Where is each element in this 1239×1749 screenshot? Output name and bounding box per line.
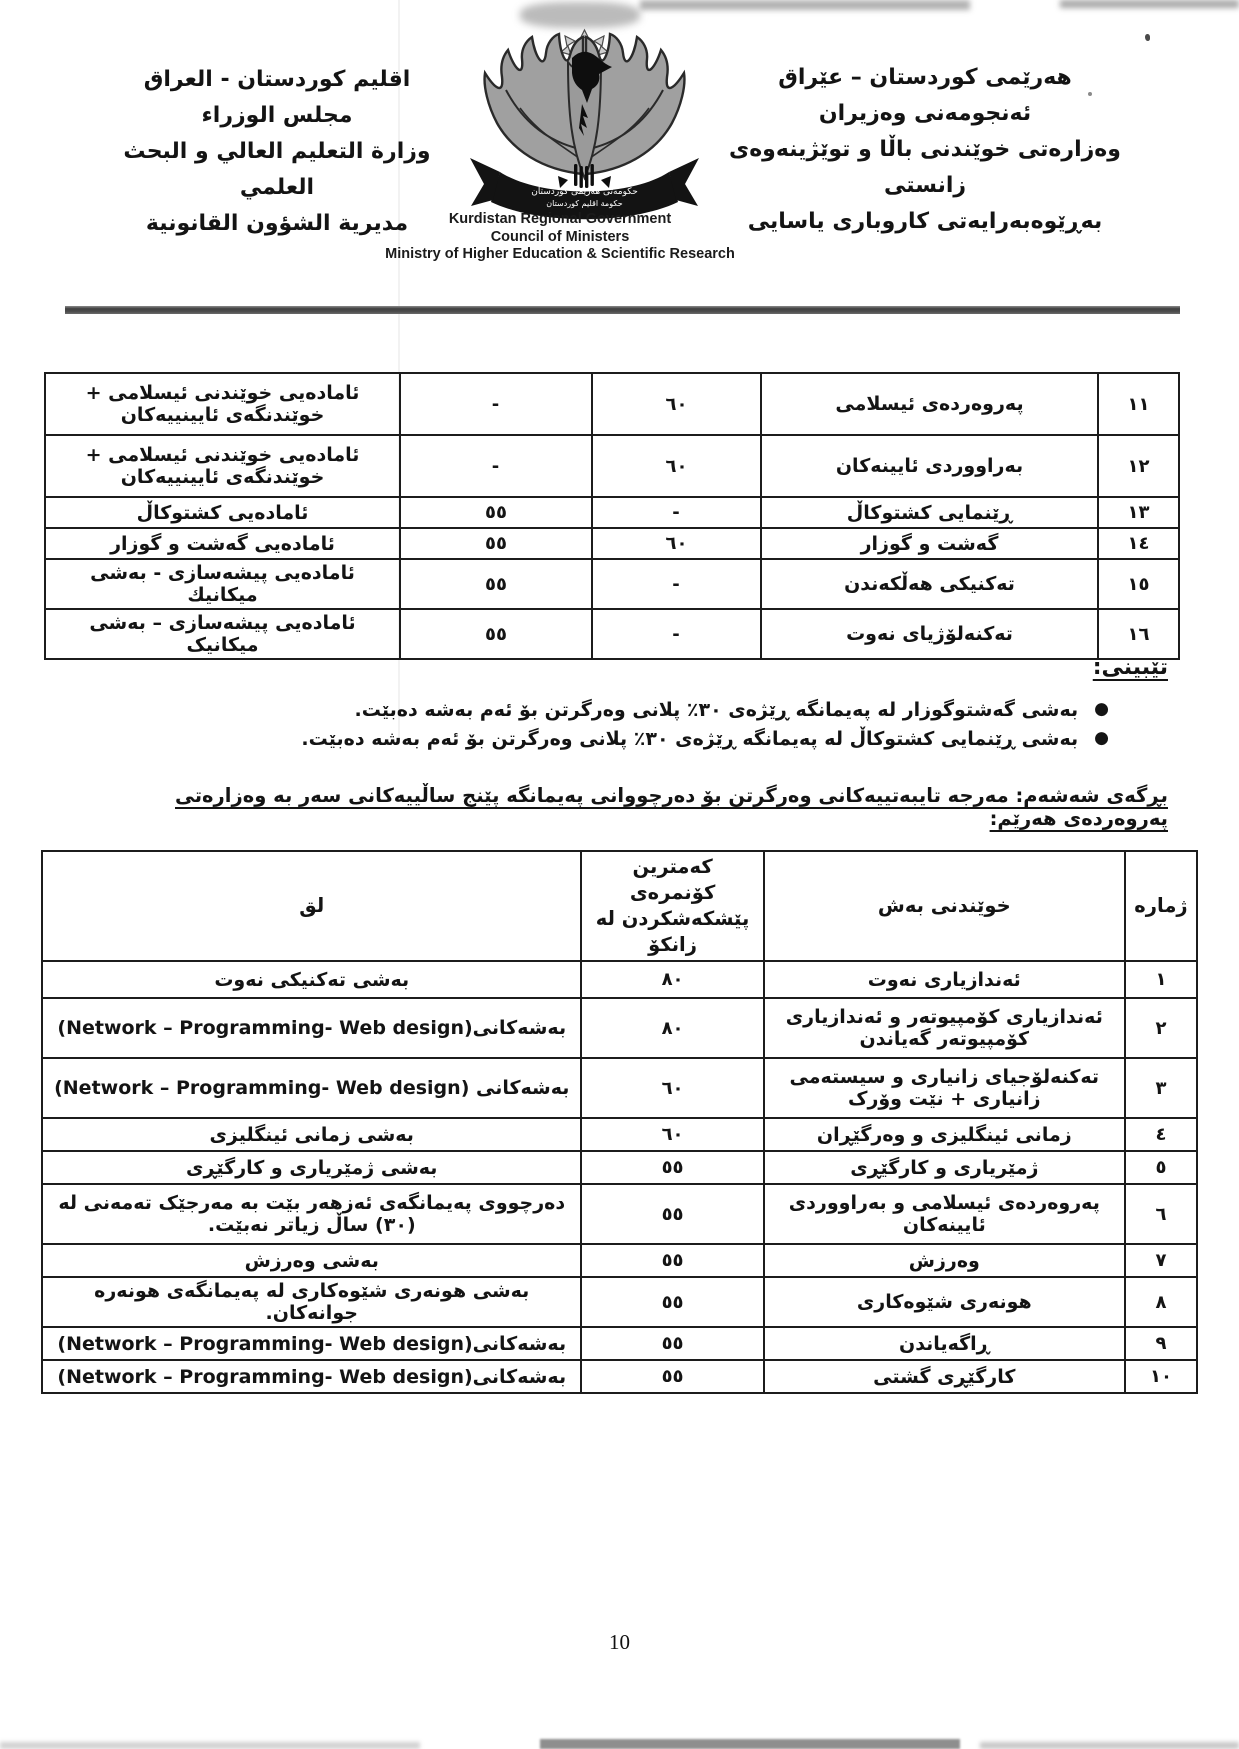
header-line: Kurdistan Regional Government [448,211,672,227]
header-line: هەرێمی کوردستان – عێراق [778,65,1072,90]
scan-edge-band [540,1739,960,1749]
cell-department: ئەندازیاری نەوت [764,961,1125,998]
notes-heading: تێبینی: [1092,655,1168,680]
cell-branch: بەشەکانی(Network – Programming- Web design) [42,998,581,1058]
table-row [45,609,1179,659]
cell-branch: ئامادەیی کشتوکاڵ [45,497,400,528]
scan-edge-band [980,1742,1239,1749]
table-row [42,998,1197,1058]
header-line: ئەنجومەنی وەزیران [818,101,1032,126]
cell-row-number: ٧ [1125,1244,1197,1277]
institutes-admission-table-continued [44,372,1180,660]
cell-row-number: ١٦ [1098,609,1179,659]
cell-branch: ئامادەیی گەشت و گوزار [45,528,400,559]
header-line: بەڕێوەبەرایەتی کاروباری یاسایی [747,209,1103,234]
cell-department: وەرزش [764,1244,1125,1277]
column-header-number: ژمارە [1125,851,1197,961]
cell-min-grade: ٥٥ [581,1277,763,1327]
header-line: وزارة التعليم العالي و البحث العلمي [123,139,431,200]
cell-row-number: ١٠ [1125,1360,1197,1393]
cell-department: هونەری شێوەکاری [764,1277,1125,1327]
scan-smudge [1060,0,1239,8]
cell-min-grade: ٨٠ [581,998,763,1058]
header-divider-bar [65,306,1180,314]
table-row [42,1327,1197,1360]
cell-department: تەکنەلۆجیای زانیاری و سیستەمی زانیاری + نێت وۆرک [764,1058,1125,1118]
cell-department: کارگێڕی گشتی [764,1360,1125,1393]
cell-row-number: ١٢ [1098,435,1179,497]
page-number: 10 [609,1630,630,1654]
cell-min-grade: ٥٥ [581,1184,763,1244]
cell-row-number: ٢ [1125,998,1197,1058]
cell-row-number: ٤ [1125,1118,1197,1151]
table-row [45,559,1179,609]
section-six-title: بڕگەی شەشەم: مەرجە تایبەتییەکانی وەرگرتن بۆ دەرچووانی پەیمانگە پێنج ساڵییەکانی سەر بە وەزارەتی پەروەردەی هەرێم: [175,784,1168,830]
cell-department: ئەندازیاری کۆمپیوتەر و ئەندازیاری کۆمپیوتەر گەیاندن [764,998,1125,1058]
cell-branch: دەرچووی پەیمانگەی ئەزهەر بێت بە مەرجێک تەمەنی لە (٣٠) ساڵ زیاتر نەبێت. [42,1184,581,1244]
scan-smudge [520,2,640,28]
scan-smudge [640,0,970,10]
cell-min-grade: ٥٥ [581,1151,763,1184]
cell-department: گەشت و گوزار [761,528,1098,559]
cell-branch: بەشی وەرزش [42,1244,581,1277]
cell-min-grade: ٨٠ [581,961,763,998]
cell-department: تەکنیکی هەڵکەندن [761,559,1098,609]
emblem-ribbon-text: حكومەتى هەرێمى كوردستان [531,187,638,197]
cell-department: ڕاگەیاندن [764,1327,1125,1360]
table-row [42,1277,1197,1327]
cell-department: بەراووردی ئایینەکان [761,435,1098,497]
cell-row-number: ١١ [1098,373,1179,435]
cell-row-number: ٣ [1125,1058,1197,1118]
cell-min-grade: ٥٥ [581,1327,763,1360]
cell-score-60: ٦٠ [592,528,761,559]
cell-branch: بەشەکانی(Network – Programming- Web design) [42,1360,581,1393]
table-row [42,1118,1197,1151]
cell-score-55: - [400,373,592,435]
cell-min-grade: ٥٥ [581,1360,763,1393]
cell-score-60: - [592,497,761,528]
cell-branch: ئامادەیی پیشەسازی – بەشی میکانیک [45,609,400,659]
cell-min-grade: ٦٠ [581,1118,763,1151]
section-six-admission-table [41,850,1198,1394]
column-header-branch: لق [42,851,581,961]
cell-department: ژمێریاری و کارگێڕی [764,1151,1125,1184]
cell-row-number: ١٤ [1098,528,1179,559]
cell-department: ڕێنمایی کشتوکاڵ [761,497,1098,528]
cell-branch: بەشی زمانی ئینگلیزی [42,1118,581,1151]
note-text: بەشی گەشتوگوزار لە پەیمانگە ڕێژەی ٣٠٪ پلانی وەرگرتن بۆ ئەم بەشە دەبێت. [354,699,1079,721]
cell-score-60: ٦٠ [592,373,761,435]
bullet-icon: ● [1094,728,1109,748]
table-row [42,1244,1197,1277]
column-header-min-grade: کەمترین کۆنمرەی پێشکەشکردن لە زانکۆ [581,851,763,961]
bullet-icon: ● [1094,699,1109,719]
note-text: بەشی ڕێنمایی کشتوکاڵ لە پەیمانگە ڕێژەی ٣٠٪ پلانی وەرگرتن بۆ ئەم بەشە دەبێت. [301,728,1079,750]
cell-row-number: ١٣ [1098,497,1179,528]
emblem-ribbon-text: حكومة اقليم كوردستان [546,199,623,208]
cell-score-55: ٥٥ [400,497,592,528]
cell-branch: بەشەکانی(Network – Programming- Web design) [42,1327,581,1360]
cell-department: پەروەردەی ئیسلامی و بەراووردی ئایینەکان [764,1184,1125,1244]
cell-row-number: ١ [1125,961,1197,998]
cell-row-number: ٦ [1125,1184,1197,1244]
column-header-department: خوێندنی بەش [764,851,1125,961]
table-row [45,528,1179,559]
header-line: Ministry of Higher Education & Scientific Research [385,246,735,262]
table-row [42,961,1197,998]
table-row [42,1058,1197,1118]
scan-edge-band [0,1742,420,1749]
cell-row-number: ٩ [1125,1327,1197,1360]
krg-emblem-icon [462,28,707,223]
note-item [355,697,1109,725]
scan-speck [1145,34,1150,41]
table-row [45,373,1179,435]
header-line: مديرية الشؤون القانونية [145,211,409,236]
cell-row-number: ٨ [1125,1277,1197,1327]
cell-score-60: - [592,609,761,659]
cell-branch: ئامادەیی خوێندنی ئیسلامی + خوێندنگەی ئایینییەکان [45,435,400,497]
cell-department: زمانی ئینگلیزی و وەرگێڕان [764,1118,1125,1151]
cell-branch: بەشی تەکنیکی نەوت [42,961,581,998]
table-header-row [42,851,1197,961]
table-row [45,435,1179,497]
note-item [301,726,1109,754]
cell-score-55: ٥٥ [400,528,592,559]
cell-score-55: ٥٥ [400,609,592,659]
cell-branch: ئامادەیی پیشەسازی - بەشی میکانیك [45,559,400,609]
cell-department: پەروەردەی ئیسلامی [761,373,1098,435]
cell-score-60: ٦٠ [592,435,761,497]
cell-department: تەکنەلۆژیای نەوت [761,609,1098,659]
table-row [42,1184,1197,1244]
header-english-block [310,211,810,264]
table-row [45,497,1179,528]
cell-row-number: ١٥ [1098,559,1179,609]
header-line: Council of Ministers [490,228,630,245]
table-row [42,1151,1197,1184]
cell-branch: بەشی هونەری شێوەکاری لە پەیمانگەی هونەرە جوانەکان. [42,1277,581,1327]
cell-score-60: - [592,559,761,609]
table-row [42,1360,1197,1393]
cell-branch: ئامادەیی خوێندنی ئیسلامی + خوێندنگەی ئایینییەکان [45,373,400,435]
cell-branch: بەشی ژمێریاری و کارگێڕی [42,1151,581,1184]
cell-score-55: - [400,435,592,497]
cell-row-number: ٥ [1125,1151,1197,1184]
cell-branch: بەشەکانی (Network – Programming- Web design) [42,1058,581,1118]
header-line: مجلس الوزراء [201,103,353,128]
header-line: اقليم كوردستان - العراق [143,67,411,92]
cell-min-grade: ٦٠ [581,1058,763,1118]
header-line: وەزارەتی خوێندنی باڵا و توێژینەوەی زانستی [729,137,1121,198]
cell-min-grade: ٥٥ [581,1244,763,1277]
cell-score-55: ٥٥ [400,559,592,609]
